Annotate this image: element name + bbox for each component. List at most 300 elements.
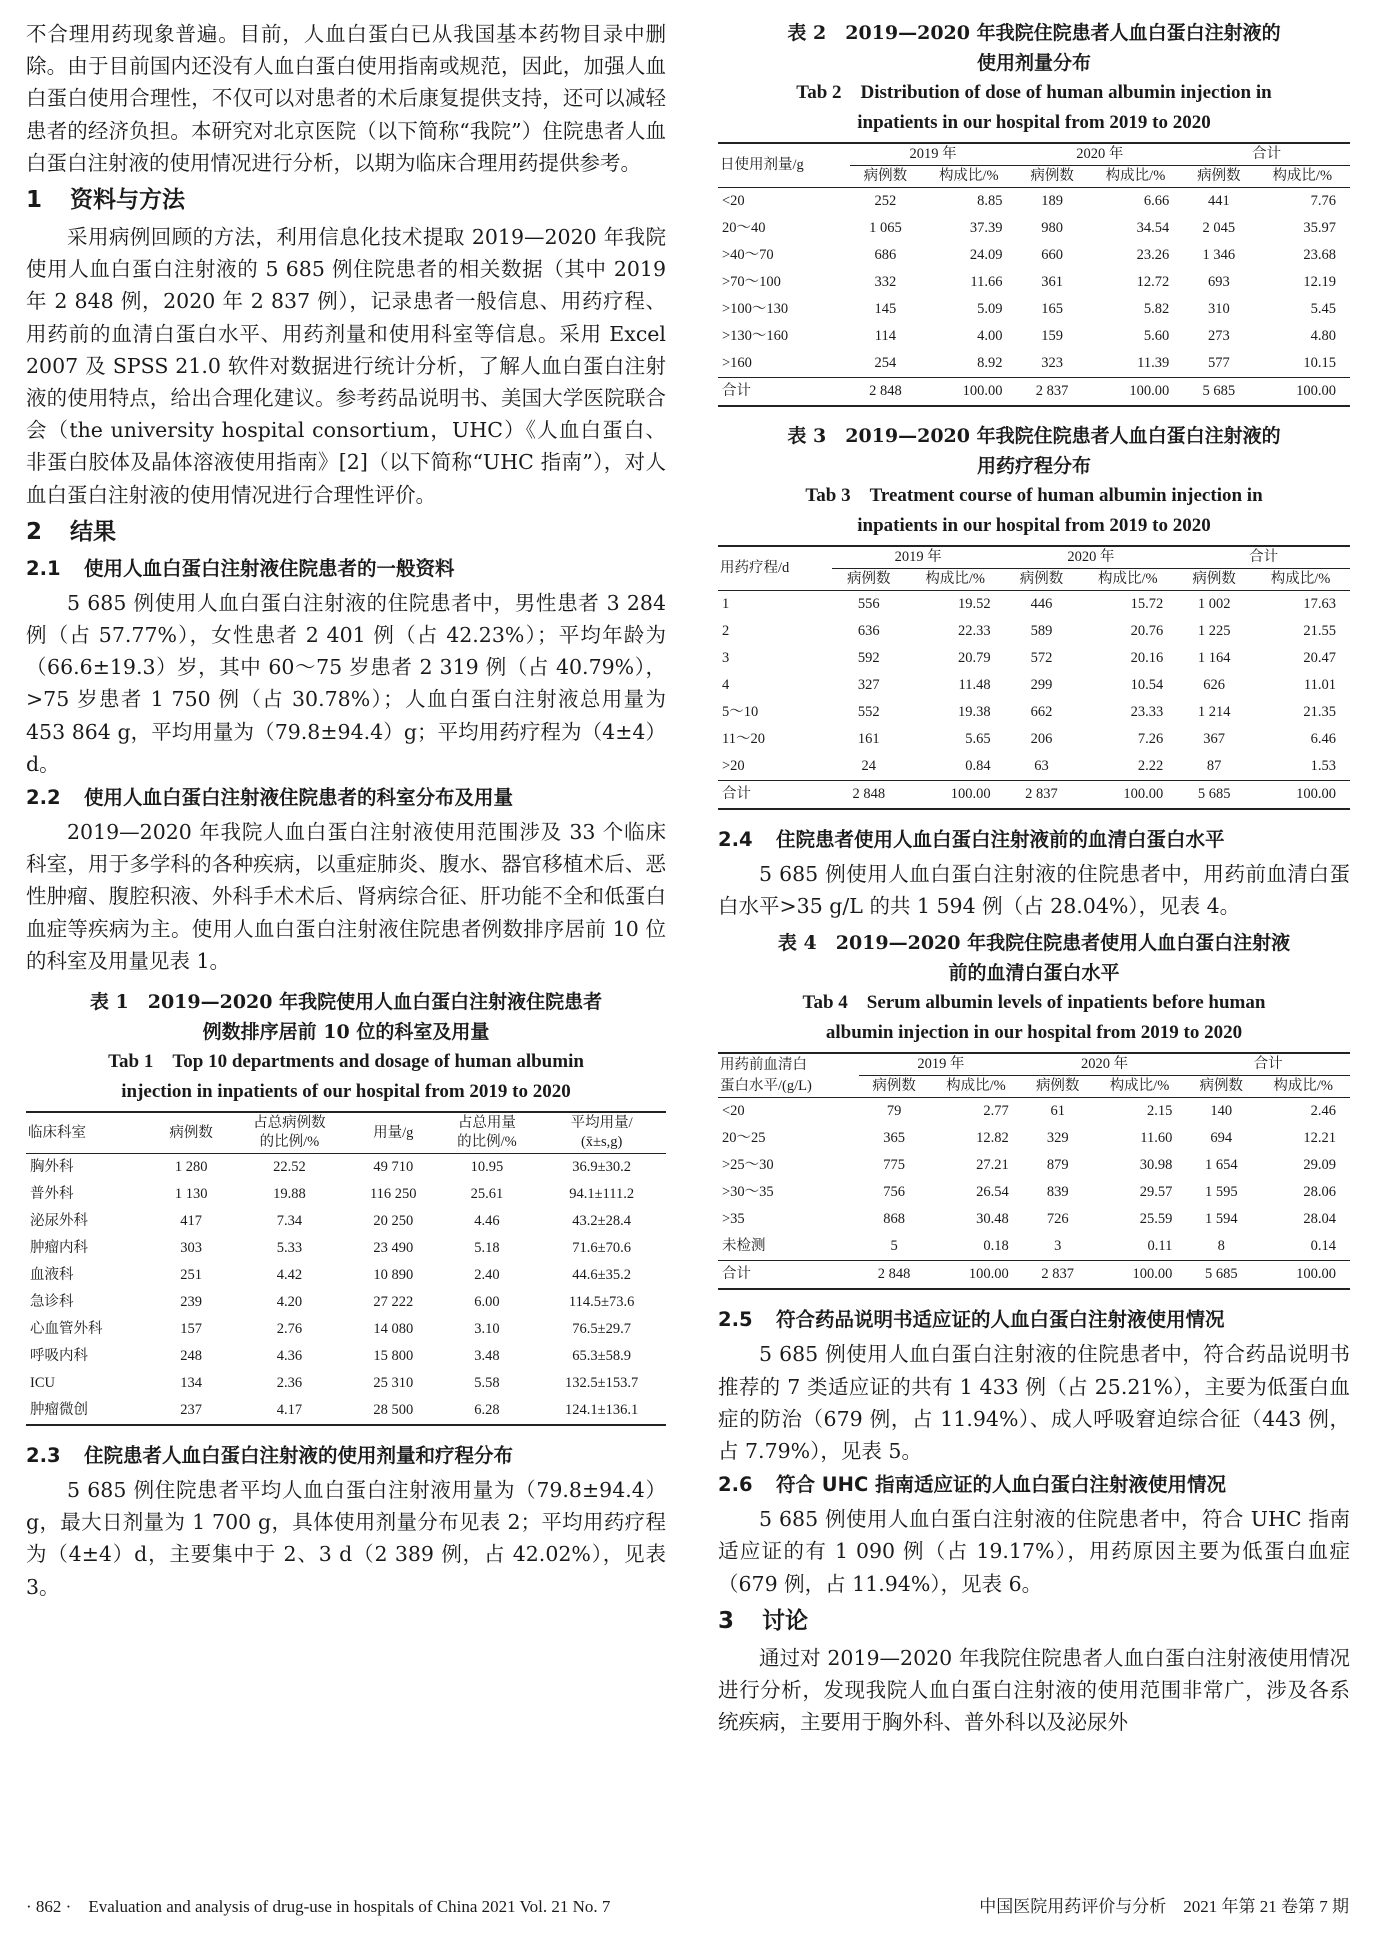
table-cell: 3.48 [474,1348,500,1365]
table-cell: 28 500 [373,1402,414,1419]
table-cell: 2 848 [859,1261,929,1290]
table-2-sub-header: 病例数 [850,166,921,188]
table-row [718,672,1350,699]
table-cell: 693 [1207,274,1230,290]
table-cell: 10 890 [373,1267,414,1284]
table-cell: 159 [1041,328,1063,344]
table-cell: 100.00 [1254,378,1350,407]
table-cell: 2.77 [983,1103,1009,1120]
table-cell: 299 [1030,677,1053,693]
table-cell: 12.19 [1303,274,1336,290]
table-4-sub-header: 病例数 [1186,1076,1256,1098]
table-4-stub-header-line2: 蛋白水平/(g/L) [718,1076,859,1098]
table-row [26,1397,666,1425]
table-3 [718,545,1350,810]
table-cell: 37.39 [969,220,1003,236]
table-cell: 100.00 [1078,781,1177,810]
table-cell: 145 [874,301,897,317]
table-cell: 323 [1041,355,1063,371]
table-cell: 6.00 [474,1294,500,1311]
table-cell: 189 [1041,193,1063,209]
table-3-stub-header: 用药疗程/d [718,546,832,591]
subsection-number: 2.2 [26,786,61,810]
table-1-column-header: 占总病例数 的比例/% [229,1112,350,1154]
section-2-heading [26,515,666,549]
table-1-caption-en-line1: Tab 1 Top 10 departments and dosage of human albumin [108,1051,584,1073]
table-cell: 25.59 [1139,1211,1173,1228]
table-row [718,269,1350,296]
table-row [718,1152,1350,1179]
table-2-sub-header: 构成比/% [1254,166,1350,188]
subsection-title: 符合药品说明书适应证的人血白蛋白注射液使用情况 [776,1308,1225,1332]
table-row [718,699,1350,726]
table-cell: 24.09 [969,247,1003,263]
table-cell: 7.34 [276,1213,303,1230]
table-row [718,726,1350,753]
table-cell: 5.82 [1143,301,1170,317]
table-cell: 4.17 [276,1402,303,1419]
table-cell: 839 [1046,1184,1069,1201]
table-4-caption-en-line2: albumin injection in our hospital from 2019 to 2020 [825,1022,1243,1044]
table-cell: 1.53 [1310,758,1336,774]
table-cell: 2.40 [474,1267,500,1284]
table-cell: 552 [857,704,880,720]
table-1-column-header: 平均用量/ (x̄±s,g) [537,1112,666,1154]
subsection-number: 2.1 [26,556,61,580]
table-cell: 114.5±73.6 [568,1294,635,1311]
table-cell: 87 [1206,758,1222,774]
subsection-title: 住院患者使用人血白蛋白注射液前的血清白蛋白水平 [776,828,1225,851]
table-cell: 19.52 [957,596,991,612]
department-paragraph: 2019—2020 年我院人血白蛋白注射液使用范围涉及 33 个临床科室，用于多学科的各种疾病，以重症肺炎、腹水、器官移植术后、恶性肿瘤、腹腔积液、外科手术术后、肾病综合征、肝功能不全和低蛋白血症等疾病为主。使用人血白蛋白注射液住院患者例数排序居前 10 位的科室及用量见表 1。 [26,820,666,973]
table-3-caption-en-line1: Tab 3 Treatment course of human albumin injection in [805,485,1263,506]
row-label: >25～30 [722,1157,774,1174]
table-1-caption-cn-line1: 表 1 2019—2020 年我院使用人血白蛋白注射液住院患者 [89,991,603,1014]
section-number: 2 [26,518,43,545]
section-title: 资料与方法 [70,187,185,214]
table-2-stub-header: 日使用剂量/g [718,143,850,188]
table-2-caption-cn-line2: 使用剂量分布 [976,52,1091,74]
table-cell: 30.48 [976,1211,1009,1228]
table-cell: 114 [874,328,896,344]
uhc-indication-paragraph: 5 685 例使用人血白蛋白注射液的住院患者中，符合 UHC 指南适应证的有 1 090 例（占 19.17%），用药原因主要为低蛋白血症（679 例，占 11.94%），见表 6。 [718,1507,1350,1596]
table-row [718,645,1350,672]
row-label: ICU [30,1375,55,1392]
table-4-caption-cn-line1: 表 4 2019—2020 年我院住院患者使用人血白蛋白注射液 [777,932,1291,955]
table-1-column-header: 病例数 [154,1112,229,1154]
table-cell: 636 [857,623,880,639]
table-2-sub-header: 构成比/% [1088,166,1183,188]
table-row [26,1370,666,1397]
table-cell: 446 [1030,596,1053,612]
row-label: 呼吸内科 [30,1348,88,1365]
table-3-sub-header: 病例数 [832,569,906,591]
table-3-caption-en-line2: inpatients in our hospital from 2019 to 2020 [857,515,1211,536]
table-4-caption-cn-line2: 前的血清白蛋白水平 [948,962,1120,985]
table-cell: 43.2±28.4 [572,1213,631,1230]
table-cell: 100.00 [1093,1261,1187,1290]
row-label: >100～130 [722,301,789,317]
row-label: 合计 [718,378,850,407]
table-cell: 1 002 [1197,596,1231,612]
table-cell: 329 [1046,1130,1069,1147]
table-cell: 44.6±35.2 [572,1267,631,1284]
table-cell: 310 [1207,301,1230,317]
table-cell: 36.9±30.2 [572,1159,631,1176]
table-cell: 660 [1041,247,1063,263]
row-label: 4 [722,677,730,693]
table-total-row [718,378,1350,407]
table-cell: 662 [1030,704,1053,720]
table-cell: 25 310 [373,1375,414,1392]
table-cell: 25.61 [470,1186,504,1203]
row-label: 5～10 [722,704,759,720]
table-cell: 5.09 [977,301,1003,317]
table-cell: 2 848 [850,378,921,407]
left-column [26,18,666,1603]
table-cell: 29.57 [1139,1184,1173,1201]
table-cell: 21.35 [1303,704,1336,720]
table-3-sub-header: 病例数 [1177,569,1251,591]
table-cell: 252 [874,193,897,209]
section-title: 结果 [70,518,116,545]
subsection-2-3-heading [26,1440,666,1472]
table-cell: 20 250 [373,1213,414,1230]
section-number: 3 [718,1607,735,1634]
table-cell: 1 280 [174,1159,208,1176]
table-cell: 0.11 [1147,1238,1173,1255]
table-cell: 12.21 [1303,1130,1336,1147]
table-cell: 71.6±70.6 [572,1240,631,1257]
table-cell: 2 848 [832,781,906,810]
table-cell: 2.15 [1146,1103,1173,1120]
table-cell: 1 130 [174,1186,208,1203]
row-label: 肿瘤内科 [30,1240,88,1257]
table-cell: 26.54 [976,1184,1009,1201]
table-cell: 11.48 [958,677,991,693]
table-3-group-header: 2019 年 [832,546,1005,569]
table-cell: 2.46 [1310,1103,1336,1120]
table-1-column-header: 临床科室 [26,1112,154,1154]
table-cell: 94.1±111.2 [569,1186,635,1203]
section-title: 讨论 [762,1607,808,1634]
table-cell: 879 [1046,1157,1069,1174]
table-cell: 756 [883,1184,905,1201]
subsection-title: 符合 UHC 指南适应证的人血白蛋白注射液使用情况 [776,1473,1227,1497]
table-row [26,1154,666,1182]
table-cell: 2 837 [1005,781,1079,810]
table-cell: 4.36 [276,1348,303,1365]
section-3-heading [718,1604,1350,1638]
row-label: <20 [722,193,745,209]
table-3-sub-header: 病例数 [1005,569,1079,591]
table-2-group-header: 2019 年 [850,143,1017,166]
table-row [718,1206,1350,1233]
table-cell: 592 [857,650,880,666]
subsection-2-5-heading [718,1304,1350,1336]
table-cell: 577 [1207,355,1230,371]
table-cell: 2.22 [1137,758,1164,774]
table-row [718,1125,1350,1152]
table-1-block [26,987,666,1426]
table-cell: 22.33 [957,623,991,639]
subsection-title: 使用人血白蛋白注射液住院患者的一般资料 [84,556,455,580]
row-label: 普外科 [30,1186,74,1203]
row-label: <20 [722,1103,745,1120]
table-cell: 6.46 [1310,731,1336,747]
subsection-number: 2.3 [26,1444,61,1468]
table-cell: 1 594 [1204,1211,1238,1228]
table-cell: 21.55 [1303,623,1336,639]
row-label: 20～40 [722,220,766,236]
subsection-number: 2.4 [718,828,753,851]
table-cell: 12.72 [1136,274,1170,290]
discussion-paragraph: 通过对 2019—2020 年我院住院患者人血白蛋白注射液使用情况进行分析，发现我院人血白蛋白注射液的使用范围非常广，涉及各系统疾病，主要用于胸外科、普外科以及泌尿外 [718,1645,1350,1735]
table-cell: 361 [1041,274,1063,290]
table-total-row [718,781,1350,810]
table-row [718,242,1350,269]
table-cell: 248 [180,1348,203,1365]
footer-journal-en: · 862 · Evaluation and analysis of drug-use in hospitals of China 2021 Vol. 21 No. 7 [26,1897,611,1916]
table-row [26,1235,666,1262]
table-cell: 30.98 [1139,1157,1173,1174]
row-label: 未检测 [722,1238,766,1255]
table-4-stub-header-line1: 用药前血清白 [720,1056,807,1073]
dose-course-paragraph: 5 685 例住院患者平均人血白蛋白注射液用量为（79.8±94.4）g，最大日剂量为 1 700 g，具体使用剂量分布见表 2；平均用药疗程为（4±4）d，主要集中于 2、3 d（2 389 例，占 42.02%），见表 3。 [26,1478,666,1599]
intro-paragraph: 不合理用药现象普遍。目前，人血白蛋白已从我国基本药物目录中删除。由于目前国内还没有人血白蛋白使用指南或规范，因此，加强人血白蛋白使用合理性，不仅可以对患者的术后康复提供支持，还可以减轻患者的经济负担。本研究对北京医院（以下简称“我院”）住院患者人血白蛋白注射液的使用情况进行分析，以期为临床合理用药提供参考。 [26,22,666,175]
table-cell: 5 685 [1177,781,1251,810]
table-cell: 868 [883,1211,905,1228]
table-cell: 332 [874,274,897,290]
table-cell: 7.76 [1310,193,1336,209]
table-cell: 157 [180,1321,203,1338]
table-2-sub-header: 构成比/% [921,166,1016,188]
table-4-block [718,928,1350,1290]
section-number: 1 [26,187,43,214]
row-label: >20 [722,758,745,774]
table-cell: 2.36 [276,1375,303,1392]
table-row [718,1179,1350,1206]
table-1 [26,1111,666,1426]
table-cell: 7.26 [1137,731,1164,747]
table-cell: 0.18 [983,1238,1009,1255]
table-2-block [718,18,1350,407]
row-label: 2 [722,623,730,639]
table-row [718,1233,1350,1261]
section-1-heading [26,183,666,217]
table-cell: 8.92 [977,355,1003,371]
table-cell: 165 [1041,301,1063,317]
table-cell: 441 [1207,193,1230,209]
table-cell: 15.72 [1130,596,1164,612]
row-label: 心血管外科 [30,1321,103,1338]
row-label: 20～25 [722,1130,766,1147]
table-cell: 5.45 [1310,301,1336,317]
table-cell: 79 [886,1103,902,1120]
table-cell: 1 214 [1197,704,1231,720]
table-cell: 365 [883,1130,905,1147]
table-cell: 134 [180,1375,203,1392]
table-cell: 65.3±58.9 [572,1348,631,1365]
row-label: >70～100 [722,274,781,290]
table-cell: 19.38 [957,704,991,720]
table-cell: 11.39 [1137,355,1170,371]
subsection-2-4-heading [718,824,1350,856]
table-cell: 1 065 [869,220,902,236]
table-cell: 273 [1207,328,1230,344]
table-1-column-header: 占总用量 的比例/% [437,1112,538,1154]
table-4-group-header: 合计 [1186,1053,1350,1076]
table-cell: 20.76 [1130,623,1164,639]
table-3-sub-header: 构成比/% [906,569,1005,591]
table-cell: 22.52 [273,1159,306,1176]
table-cell: 5.60 [1143,328,1170,344]
table-cell: 23.26 [1136,247,1170,263]
row-label: 11～20 [722,731,765,747]
table-row [718,618,1350,645]
table-cell: 6.66 [1143,193,1170,209]
table-cell: 11.01 [1303,677,1336,693]
subsection-title: 使用人血白蛋白注射液住院患者的科室分布及用量 [84,786,514,810]
table-cell: 35.97 [1303,220,1336,236]
table-1-caption-en-line2: injection in inpatients of our hospital from 2019 to 2020 [121,1081,571,1103]
table-cell: 14 080 [373,1321,414,1338]
table-cell: 28.06 [1303,1184,1336,1201]
table-cell: 161 [857,731,880,747]
table-row [718,591,1350,619]
row-label: >35 [722,1211,745,1228]
table-cell: 6.28 [474,1402,500,1419]
table-1-caption-cn-line2: 例数排序居前 10 位的科室及用量 [202,1021,490,1044]
table-row [718,323,1350,350]
table-cell: 23 490 [373,1240,414,1257]
table-cell: 19.88 [273,1186,306,1203]
table-cell: 980 [1041,220,1063,236]
table-4-sub-header: 病例数 [859,1076,929,1098]
table-cell: 28.04 [1303,1211,1336,1228]
table-cell: 2 837 [1023,1261,1093,1290]
table-1-column-header: 用量/g [350,1112,437,1154]
table-cell: 4.20 [276,1294,303,1311]
table-3-group-header: 合计 [1177,546,1350,569]
table-cell: 2 045 [1202,220,1236,236]
row-label: 肿瘤微创 [30,1402,88,1419]
table-cell: 100.00 [1251,781,1350,810]
row-label: 血液科 [30,1267,74,1284]
table-cell: 23.68 [1303,247,1336,263]
table-4-sub-header: 构成比/% [929,1076,1023,1098]
row-label: >130～160 [722,328,789,344]
table-cell: 5 685 [1183,378,1254,407]
table-cell: 29.09 [1303,1157,1336,1174]
table-row [26,1289,666,1316]
table-cell: 76.5±29.7 [572,1321,631,1338]
table-cell: 5 [890,1238,898,1255]
table-cell: 303 [180,1240,203,1257]
table-cell: 34.54 [1136,220,1170,236]
table-row [718,753,1350,781]
table-cell: 11.60 [1140,1130,1173,1147]
table-cell: 5.33 [276,1240,303,1257]
table-3-sub-header: 构成比/% [1078,569,1177,591]
table-cell: 12.82 [976,1130,1009,1147]
table-cell: 100.00 [906,781,1005,810]
table-cell: 686 [874,247,897,263]
table-cell: 11.66 [970,274,1003,290]
table-4-group-header: 2019 年 [859,1053,1023,1076]
table-cell: 572 [1030,650,1053,666]
table-4-sub-header: 病例数 [1023,1076,1093,1098]
table-cell: 124.1±136.1 [565,1402,639,1419]
row-label: 胸外科 [30,1159,74,1176]
row-label: 合计 [718,781,832,810]
subsection-number: 2.5 [718,1308,753,1332]
table-2-group-header: 2020 年 [1016,143,1183,166]
table-cell: 626 [1203,677,1226,693]
table-4 [718,1052,1350,1290]
table-cell: 5 685 [1186,1261,1256,1290]
table-cell: 140 [1210,1103,1233,1120]
table-cell: 1 654 [1204,1157,1238,1174]
table-2-caption-en-line1: Tab 2 Distribution of dose of human albumin injection in [796,82,1272,103]
table-cell: 100.00 [1256,1261,1350,1290]
table-cell: 726 [1046,1211,1069,1228]
table-cell: 49 710 [373,1159,414,1176]
table-cell: 3.10 [474,1321,500,1338]
table-total-row [718,1261,1350,1290]
table-3-caption-cn-line2: 用药疗程分布 [976,455,1091,477]
table-3-caption-cn-line1: 表 3 2019—2020 年我院住院患者人血白蛋白注射液的 [787,425,1281,447]
general-data-paragraph: 5 685 例使用人血白蛋白注射液的住院患者中，男性患者 3 284 例（占 57.77%），女性患者 2 401 例（占 42.23%）；平均年龄为（66.6±19.3）岁，其中 60～75 岁患者 2 319 例（占 40.79%），>75 岁患者 1 750 例（占 30.78%）；人血白蛋白注射液总用量为 453 864 g，平均用量为（79.8±94.4）g；平均用药疗程为（4±4）d。 [26,590,666,776]
subsection-2-2-heading [26,782,666,814]
table-2 [718,142,1350,407]
table-row [26,1181,666,1208]
table-cell: 556 [857,596,880,612]
table-2-caption-en-line2: inpatients in our hospital from 2019 to 2020 [857,112,1211,133]
row-label: >30～35 [722,1184,774,1201]
footer-journal-cn: 中国医院用药评价与分析 2021 年第 21 卷第 7 期 [979,1897,1349,1916]
table-cell: 4.42 [276,1267,303,1284]
table-cell: 23.33 [1130,704,1164,720]
row-label: 急诊科 [30,1294,74,1311]
table-cell: 17.63 [1303,596,1336,612]
table-cell: 20.16 [1130,650,1164,666]
table-4-sub-header: 构成比/% [1093,1076,1187,1098]
table-cell: 775 [883,1157,905,1174]
table-2-sub-header: 病例数 [1016,166,1087,188]
table-cell: 10.95 [470,1159,504,1176]
subsection-title: 住院患者人血白蛋白注射液的使用剂量和疗程分布 [84,1444,514,1468]
table-cell: 1 595 [1204,1184,1238,1201]
row-label: 合计 [718,1261,859,1290]
table-cell: 15 800 [373,1348,414,1365]
table-row [26,1316,666,1343]
table-cell: 254 [874,355,897,371]
row-label: 1 [722,596,730,612]
table-cell: 24 [861,758,877,774]
table-cell: 367 [1203,731,1226,747]
table-cell: 206 [1030,731,1053,747]
row-label: 泌尿外科 [30,1213,88,1230]
table-cell: 589 [1030,623,1053,639]
table-cell: 2.76 [276,1321,303,1338]
table-4-group-header: 2020 年 [1023,1053,1187,1076]
table-cell: 10.54 [1130,677,1164,693]
table-cell: 100.00 [929,1261,1023,1290]
row-label: 3 [722,650,730,666]
subsection-2-1-heading [26,553,666,585]
table-row [718,215,1350,242]
